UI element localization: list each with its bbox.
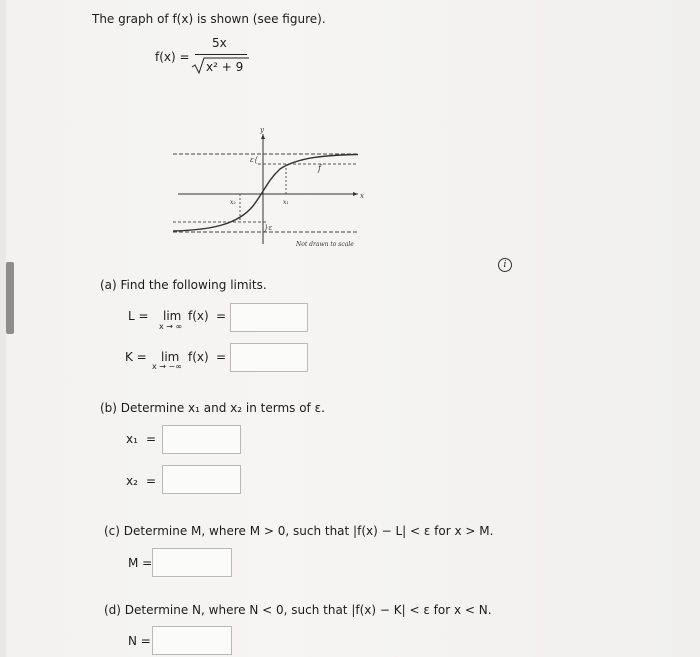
formula-denominator: x² + 9 — [206, 60, 244, 74]
part-c-heading: (c) Determine M, where M > 0, such that |f(x) − L| < ε for x > M. — [104, 524, 494, 538]
fraction-bar — [195, 54, 247, 55]
formula-lhs: f(x) = — [155, 50, 190, 64]
function-graph — [168, 124, 368, 254]
part-d-heading: (d) Determine N, where N < 0, such that |f(x) − K| < ε for x < N. — [104, 603, 492, 617]
K-answer-input[interactable] — [230, 343, 308, 372]
x-axis-arrow — [353, 192, 358, 196]
L-fx: f(x) — [188, 309, 209, 323]
curve-label: f — [318, 164, 321, 173]
x2-label: x₂ — [230, 199, 236, 206]
scroll-handle[interactable] — [6, 262, 14, 334]
x1-label: x₁ — [283, 199, 289, 206]
K-label: K = — [125, 350, 147, 364]
intro-text: The graph of f(x) is shown (see figure). — [92, 12, 326, 26]
L-answer-input[interactable] — [230, 303, 308, 332]
part-b-heading: (b) Determine x₁ and x₂ in terms of ε. — [100, 401, 325, 415]
K-lim-sub: x → −∞ — [152, 362, 182, 371]
x-axis-label: x — [360, 192, 364, 200]
x1-equals: = — [146, 432, 157, 446]
M-label: M = — [128, 556, 153, 570]
part-a-heading: (a) Find the following limits. — [100, 278, 267, 292]
L-lim: lim — [163, 309, 182, 323]
x2-answer-label: x₂ — [126, 474, 138, 488]
epsilon-label-top: ε{ — [250, 156, 259, 164]
epsilon-label-bottom: }ε — [264, 224, 273, 232]
x1-answer-label: x₁ — [126, 432, 138, 446]
L-label: L = — [128, 309, 149, 323]
y-axis-arrow — [261, 134, 265, 139]
scale-note: Not drawn to scale — [296, 241, 354, 248]
x2-equals: = — [146, 474, 157, 488]
x1-answer-input[interactable] — [162, 425, 241, 454]
info-icon[interactable]: i — [498, 258, 512, 272]
function-curve — [173, 155, 358, 232]
L-lim-sub: x → ∞ — [159, 322, 183, 331]
y-axis-label: y — [260, 126, 264, 134]
N-answer-input[interactable] — [152, 626, 232, 655]
M-answer-input[interactable] — [152, 548, 232, 577]
x2-answer-input[interactable] — [162, 465, 241, 494]
K-equals: = — [216, 350, 227, 364]
formula-numerator: 5x — [212, 36, 227, 50]
K-lim: lim — [161, 350, 180, 364]
worksheet — [6, 0, 700, 657]
K-fx: f(x) — [188, 350, 209, 364]
L-equals: = — [216, 309, 227, 323]
N-label: N = — [128, 634, 151, 648]
